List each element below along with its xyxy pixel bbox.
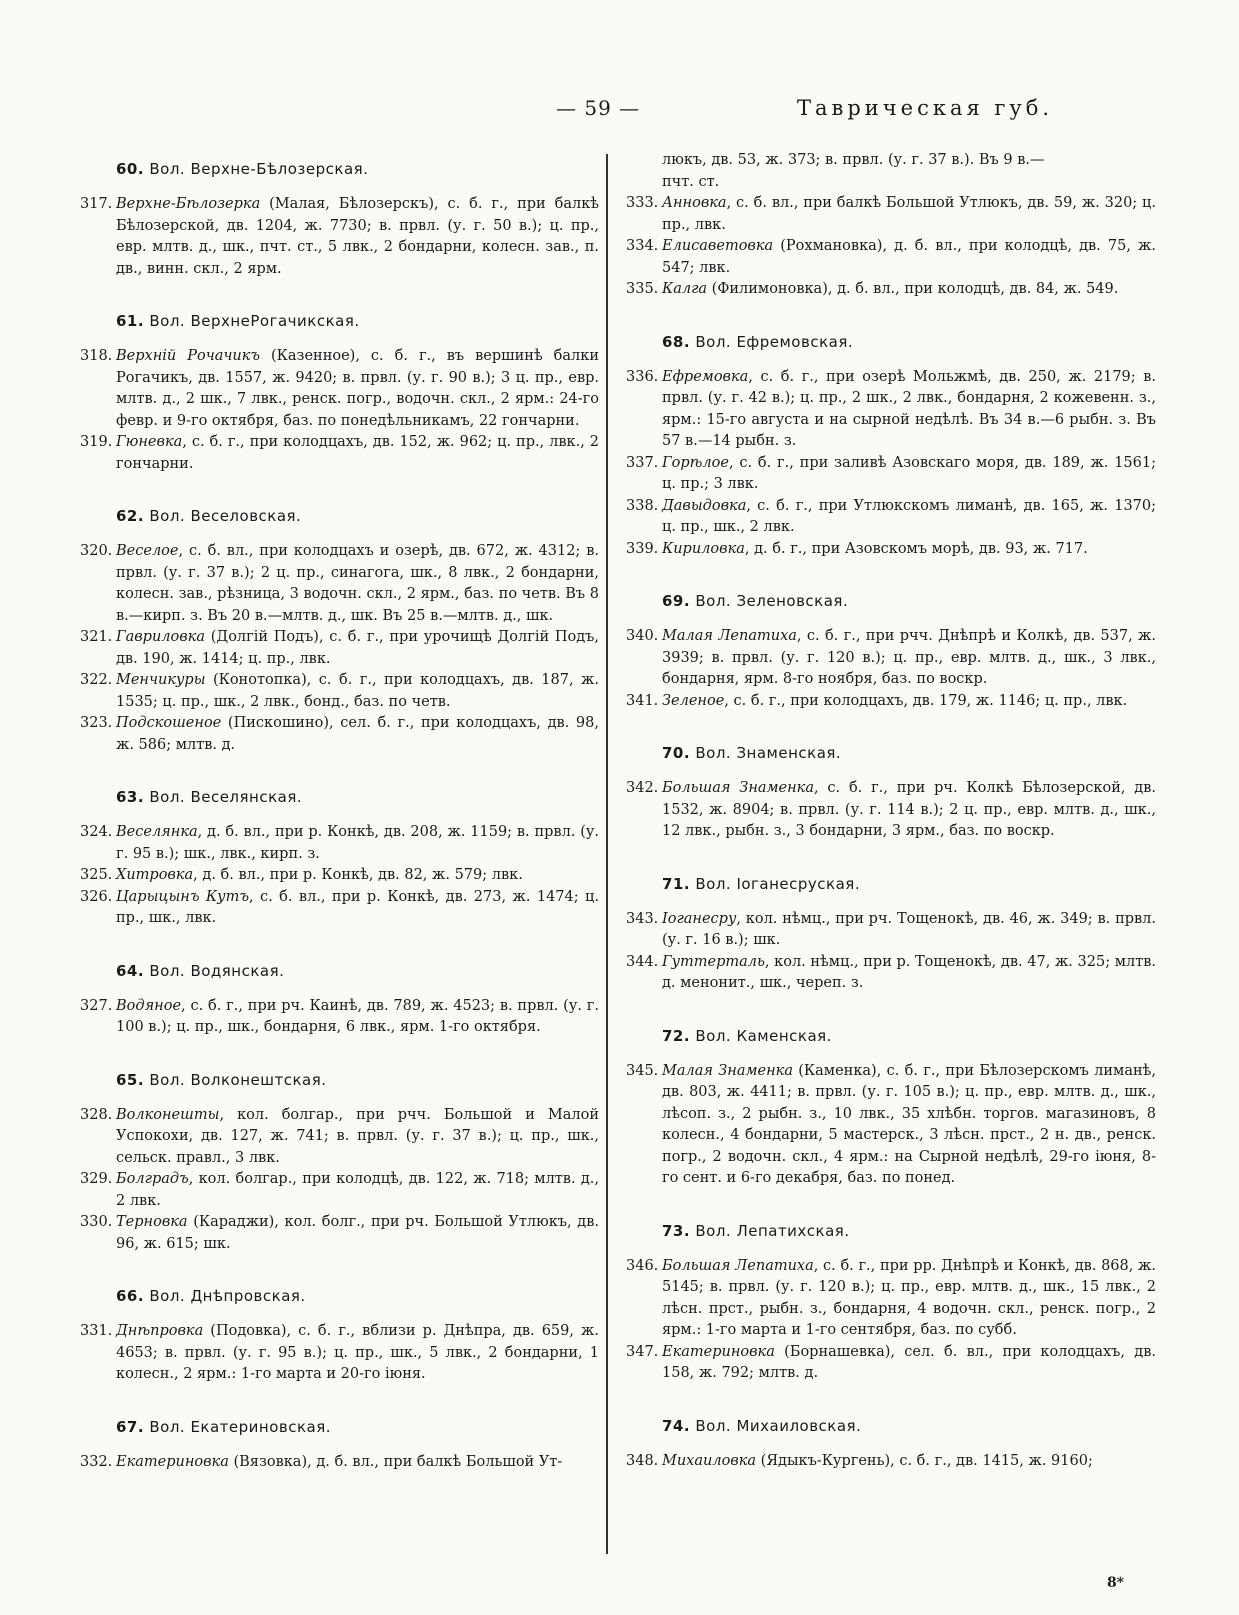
section-gap <box>80 1039 599 1061</box>
section-title <box>116 507 599 525</box>
section-title <box>116 312 599 330</box>
settlement-entry <box>626 1451 1156 1473</box>
settlement-name: Кириловка <box>662 540 745 557</box>
section-name: Вол. Веселовская. <box>144 507 302 525</box>
settlement-entry <box>80 887 599 930</box>
entry-description: (Рохмановка), д. б. вл., при колодцѣ, дв. 75, ж. 547; лвк. <box>662 238 1156 276</box>
entry-description: , с. б. г., при рчч. Днѣпрѣ и Колкѣ, дв. 537, ж. 3939; в. првл. (у. г. 120 в.); ц. пр., евр. млтв. д., шк., 3 лвк., бондарня, ярм. 8-го ноября, баз. по воскр. <box>662 628 1157 687</box>
settlement-entry <box>626 367 1156 453</box>
entry-description: , кол. болгар., при рчч. Большой и Малой Успокохи, дв. 127, ж. 741; в. првл. (у. г. 37 в.); ц. пр., шк., сельск. правл., 3 лвк. <box>116 1106 599 1166</box>
entry-description: (Караджи), кол. болг., при рч. Большой Утлюкъ, дв. 96, ж. 615; шк. <box>116 1214 599 1252</box>
entry-description: , с. б. г., при колодцахъ, дв. 179, ж. 1146; ц. пр., лвк. <box>724 692 1128 709</box>
section-gap <box>80 930 599 952</box>
section-number: 64. <box>116 961 145 980</box>
section-title <box>116 1418 599 1436</box>
entry-description: (Вязовка), д. б. вл., при балкѣ Большой Ут- <box>228 1453 563 1470</box>
entry-number: 348. <box>626 1452 659 1469</box>
section-name: Вол. Водянская. <box>144 961 285 980</box>
settlement-entry <box>626 279 1156 301</box>
section-title <box>116 788 599 806</box>
page-number: — 59 — <box>556 96 641 120</box>
settlement-entry <box>80 541 599 627</box>
settlement-name: Гавриловка <box>116 629 206 645</box>
settlement-entry <box>80 194 599 280</box>
entry-number: 335. <box>626 281 659 297</box>
settlement-name: Водяное <box>116 997 182 1014</box>
settlement-entry <box>80 865 599 887</box>
entry-description: , с. б. г., при рч. Каинѣ, дв. 789, ж. 4523; в. првл. (у. г. 100 в.); ц. пр., шк., бондарня, 6 лвк., ярм. 1-го октября. <box>116 997 599 1035</box>
section-gap <box>626 301 1156 323</box>
settlement-entry <box>626 193 1156 236</box>
section-gap <box>626 1190 1156 1212</box>
settlement-name: Малая Знаменка <box>662 1062 793 1079</box>
settlement-entry <box>80 627 599 670</box>
entry-number: 317. <box>80 196 113 212</box>
section-name: Вол. Волконештская. <box>144 1070 327 1089</box>
settlement-entry <box>80 1321 599 1386</box>
entry-number: 337. <box>626 454 659 471</box>
section-number: 73. <box>662 1221 691 1240</box>
entry-number: 320. <box>80 543 113 559</box>
section-gap <box>80 280 599 302</box>
entry-description: , д. б. вл., при р. Конкѣ, дв. 82, ж. 579; лвк. <box>193 867 523 883</box>
section-title <box>662 744 1156 762</box>
entry-number: 346. <box>626 1257 659 1274</box>
entry-description: , кол. нѣмц., при р. Тощенокѣ, дв. 47, ж. 325; млтв. д. менонит., шк., череп. з. <box>662 953 1156 991</box>
settlement-name: Большая Лепатиха <box>662 1257 814 1274</box>
entry-number: 324. <box>80 824 113 840</box>
section-title <box>662 333 1156 351</box>
entry-number: 342. <box>626 780 659 796</box>
settlement-entry <box>80 713 599 756</box>
entry-description: , с. б. вл., при балкѣ Большой Утлюкъ, дв. 59, ж. 320; ц. пр., лвк. <box>662 195 1156 233</box>
settlement-name: Анновка <box>662 195 727 211</box>
section-title <box>662 1027 1156 1045</box>
section-name: Вол. Іоганесруская. <box>690 874 861 893</box>
running-title: Таврическая губ. <box>797 96 1054 120</box>
entry-description: , с. б. г., при озерѣ Мольжмѣ, дв. 250, ж. 2179; в. првл. (у. г. 42 в.); ц. пр., 2 шк., 2 лвк., бондарня, 2 кожевенн. з., ярм.: 15-го августа и на сырной недѣлѣ. Въ 34 в.—6 рыбн. з. Въ 57 в.—14 рыбн. з. <box>662 368 1156 449</box>
settlement-name: Волконешты <box>116 1106 220 1123</box>
section-gap <box>626 712 1156 734</box>
section-number: 62. <box>116 507 145 525</box>
entry-number: 328. <box>80 1106 113 1123</box>
entry-number: 321. <box>80 629 113 645</box>
settlement-entry <box>626 453 1156 496</box>
entry-description: , д. б. вл., при р. Конкѣ, дв. 208, ж. 1159; в. првл. (у. г. 95 в.); шк., лвк., кирп. з. <box>116 824 599 862</box>
entry-number: 318. <box>80 348 113 364</box>
settlement-name: Терновка <box>116 1214 188 1230</box>
entry-description: , с. б. вл., при р. Конкѣ, дв. 273, ж. 1474; ц. пр., шк., лвк. <box>116 888 599 926</box>
entry-description: (Казенное), с. б. г., въ вершинѣ балки Рогачикъ, дв. 1557, ж. 9420; в. првл. (у. г. 90 в.); 3 ц. пр., евр. млтв. д., 2 шк., 7 лвк., ренск. погр., водочн. скл., 2 ярм.: 24-го февр. и 9-го октября, баз. по понедѣльникамъ, 22 гончарни. <box>116 348 599 429</box>
section-number: 68. <box>662 332 691 351</box>
settlement-name: Михаиловка <box>662 1452 757 1469</box>
settlement-name: Верхне-Бѣлозерка <box>116 196 261 212</box>
settlement-entry <box>80 1452 599 1474</box>
section-gap <box>80 475 599 497</box>
entry-description: (Подовка), с. б. г., вблизи р. Днѣпра, дв. 659, ж. 4653; в. првл. (у. г. 95 в.); ц. пр., шк., 5 лвк., 2 бондарни, 1 колесн., 2 ярм.: 1-го марта и 20-го іюня. <box>116 1323 599 1382</box>
entry-number: 344. <box>626 953 659 970</box>
settlement-name: Калга <box>662 281 708 297</box>
continued-text: люкъ, дв. 53, ж. 373; в. првл. (у. г. 37 в.). Въ 9 в.— <box>662 152 1045 168</box>
page-header <box>0 96 1239 128</box>
section-title <box>116 962 599 980</box>
settlement-entry <box>626 496 1156 539</box>
settlement-entry <box>80 1105 599 1170</box>
section-number: 74. <box>662 1416 691 1435</box>
section-number: 61. <box>116 312 145 330</box>
entry-description: (Борнашевка), сел. б. вл., при колодцахъ, дв. 158, ж. 792; млтв. д. <box>662 1343 1156 1381</box>
section-number: 66. <box>116 1287 145 1305</box>
settlement-name: Екатериновка <box>662 1343 775 1360</box>
right-column <box>626 150 1156 1472</box>
entry-description: , кол. нѣмц., при рч. Тощенокѣ, дв. 46, ж. 349; в. првл. (у. г. 16 в.); шк. <box>662 910 1156 948</box>
settlement-entry <box>80 822 599 865</box>
section-number: 69. <box>662 592 691 610</box>
section-gap <box>626 1385 1156 1407</box>
settlement-name: Подскошеное <box>116 715 222 731</box>
section-number: 70. <box>662 744 691 762</box>
entry-number: 345. <box>626 1062 659 1079</box>
settlement-name: Елисаветовка <box>662 238 774 254</box>
entry-number: 339. <box>626 540 659 557</box>
entry-number: 336. <box>626 368 659 385</box>
section-number: 63. <box>116 788 145 806</box>
section-title <box>662 592 1156 610</box>
settlement-name: Зеленое <box>662 692 725 709</box>
section-title <box>662 1417 1156 1435</box>
settlement-name: Гуттерталь <box>662 953 765 970</box>
section-gap <box>626 843 1156 865</box>
entry-number: 340. <box>626 628 659 644</box>
settlement-entry <box>626 691 1156 713</box>
entry-description: , с. б. вл., при колодцахъ и озерѣ, дв. 672, ж. 4312; в. првл. (у. г. 37 в.); 2 ц. пр., синагога, шк., 8 лвк., 2 бондарни, колесн. зав., рѣзница, 3 водочн. скл., 2 ярм., баз. по четв. Въ 8 в.—кирп. з. Въ 20 в.—млтв. д., шк. Въ 25 в.—млтв. д., шк. <box>116 543 599 624</box>
section-number: 67. <box>116 1417 145 1436</box>
section-name: Вол. Каменская. <box>690 1026 832 1045</box>
column-divider <box>606 154 608 1554</box>
section-name: Вол. Верхне-Бѣлозерская. <box>144 160 369 178</box>
section-name: Вол. Лепатихская. <box>690 1221 850 1240</box>
entry-description: (Ядыкъ-Кургень), с. б. г., дв. 1415, ж. 9160; <box>756 1452 1093 1469</box>
entry-description: (Филимоновка), д. б. вл., при колодцѣ, дв. 84, ж. 549. <box>707 281 1119 297</box>
entry-number: 334. <box>626 238 659 254</box>
entry-description: (Конотопка), с. б. г., при колодцахъ, дв. 187, ж. 1535; ц. пр., шк., 2 лвк., бонд., баз. по четв. <box>116 672 599 710</box>
entry-number: 332. <box>80 1453 113 1470</box>
settlement-name: Гюневка <box>116 434 183 450</box>
settlement-entry <box>626 236 1156 279</box>
entry-number: 327. <box>80 997 113 1014</box>
settlement-entry <box>626 1256 1156 1342</box>
settlement-entry <box>80 432 599 475</box>
entry-number: 338. <box>626 497 659 514</box>
settlement-entry <box>626 626 1156 691</box>
entry-description: (Каменка), с. б. г., при Бѣлозерскомъ лиманѣ, дв. 803, ж. 4411; в. првл. (у. г. 105 в.); ц. пр., евр. млтв. д., шк., лѣсоп. з., 2 рыбн. з., 10 лвк., 35 хлѣбн. торгов. магазиновъ, 8 колесн., 4 бондарни, 5 мастерск., 3 лѣсн. прст., 2 н. дв., ренск. погр., 2 водочн. скл., 4 ярм.: на Сырной недѣлѣ, 29-го іюня, 8-го сент. и 6-го декабря, баз. по понед. <box>662 1062 1156 1186</box>
settlement-name: Веселое <box>116 543 179 559</box>
section-name: Вол. Екатериновская. <box>144 1417 332 1436</box>
settlement-name: Екатериновка <box>116 1453 229 1470</box>
section-name: Вол. ВерхнеРогачикская. <box>144 312 360 330</box>
section-name: Вол. Знаменская. <box>690 744 842 762</box>
settlement-name: Днѣпровка <box>116 1323 204 1339</box>
section-name: Вол. Веселянская. <box>144 788 303 806</box>
settlement-name: Царыцынъ Кутъ <box>116 888 249 905</box>
entry-number: 341. <box>626 692 659 709</box>
section-gap <box>80 1255 599 1277</box>
entry-number: 325. <box>80 867 113 883</box>
settlement-name: Верхній Рочачикъ <box>116 348 261 364</box>
entry-description: , с. б. г., при рр. Днѣпрѣ и Конкѣ, дв. 868, ж. 5145; в. првл. (у. г. 120 в.); ц. пр., евр. млтв. д., шк., 15 лвк., 2 лѣсн. прст., рыбн. з., бондарня, 4 водочн. скл., ренск. погр., 2 ярм.: 1-го марта и 1-го сентября, баз. по субб. <box>662 1257 1156 1338</box>
settlement-entry <box>80 1212 599 1255</box>
settlement-entry <box>80 1169 599 1212</box>
settlement-name: Давыдовка <box>662 497 747 514</box>
entry-description: , с. б. г., при заливѣ Азовскаго моря, дв. 189, ж. 1561; ц. пр.; 3 лвк. <box>662 454 1156 492</box>
entry-number: 329. <box>80 1171 113 1187</box>
section-title <box>116 1287 599 1305</box>
settlement-entry <box>626 952 1156 995</box>
section-name: Вол. Михаиловская. <box>690 1416 862 1435</box>
section-title <box>116 1071 599 1089</box>
entry-number: 330. <box>80 1214 113 1230</box>
entry-number: 331. <box>80 1323 113 1339</box>
left-column <box>80 150 599 1473</box>
settlement-entry <box>626 539 1156 561</box>
section-name: Вол. Днѣпровская. <box>144 1287 306 1305</box>
section-number: 72. <box>662 1026 691 1045</box>
section-gap <box>626 560 1156 582</box>
settlement-name: Хитровка <box>116 867 194 883</box>
section-gap <box>80 756 599 778</box>
settlement-entry <box>80 996 599 1039</box>
settlement-name: Большая Знаменка <box>662 780 814 796</box>
entry-description: , кол. болгар., при колодцѣ, дв. 122, ж. 718; млтв. д., 2 лвк. <box>116 1171 599 1209</box>
entry-number: 347. <box>626 1343 659 1360</box>
settlement-name: Менчикуры <box>116 672 206 688</box>
settlement-entry <box>626 778 1156 843</box>
section-number: 65. <box>116 1070 145 1089</box>
settlement-entry <box>80 670 599 713</box>
settlement-name: Іоганесру <box>662 910 737 927</box>
section-gap <box>80 1386 599 1408</box>
continued-text: пчт. ст. <box>662 173 720 190</box>
section-gap <box>626 995 1156 1017</box>
entry-description: (Малая, Бѣлозерскъ), с. б. г., при балкѣ Бѣлозерской, дв. 1204, ж. 7730; в. првл. (у. г. 50 в.); ц. пр., евр. млтв. д., шк., пчт. ст., 5 лвк., 2 бондарни, колесн. зав., п. дв., винн. скл., 2 ярм. <box>116 196 599 277</box>
settlement-name: Ефремовка <box>662 368 749 385</box>
entry-description: (Пискошино), сел. б. г., при колодцахъ, дв. 98, ж. 586; млтв. д. <box>116 715 599 753</box>
section-title <box>662 875 1156 893</box>
section-title <box>662 1222 1156 1240</box>
entry-description: , д. б. г., при Азовскомъ морѣ, дв. 93, ж. 717. <box>744 540 1088 557</box>
entry-number: 323. <box>80 715 113 731</box>
settlement-entry <box>626 909 1156 952</box>
settlement-name: Малая Лепатиха <box>662 628 797 644</box>
section-name: Вол. Зеленовская. <box>690 592 849 610</box>
settlement-entry <box>626 1061 1156 1190</box>
section-number: 60. <box>116 160 145 178</box>
settlement-entry <box>626 1342 1156 1385</box>
entry-description: , с. б. г., при Утлюкскомъ лиманѣ, дв. 165, ж. 1370; ц. пр., шк., 2 лвк. <box>662 497 1156 535</box>
section-number: 71. <box>662 874 691 893</box>
entry-number: 322. <box>80 672 113 688</box>
entry-number: 333. <box>626 195 659 211</box>
entry-number: 319. <box>80 434 113 450</box>
settlement-name: Веселянка <box>116 824 198 840</box>
entry-description: , с. б. г., при колодцахъ, дв. 152, ж. 962; ц. пр., лвк., 2 гончарни. <box>116 434 599 472</box>
entry-description: , с. б. г., при рч. Колкѣ Бѣлозерской, дв. 1532, ж. 8904; в. првл. (у. г. 114 в.); 2 ц. пр., евр. млтв. д., шк., 12 лвк., рыбн. з., 3 бондарни, 3 ярм., баз. по воскр. <box>662 780 1156 839</box>
section-name: Вол. Ефремовская. <box>690 332 854 351</box>
settlement-entry <box>80 346 599 432</box>
entry-number: 326. <box>80 888 113 905</box>
settlement-name: Горѣлое <box>662 454 729 471</box>
section-title <box>116 160 599 178</box>
printer-signature: 8* <box>1106 1575 1124 1591</box>
entry-description: (Долгій Подъ), с. б. г., при урочищѣ Долгій Подъ, дв. 190, ж. 1414; ц. пр., лвк. <box>116 629 599 667</box>
entry-number: 343. <box>626 910 659 927</box>
settlement-name: Болградъ <box>116 1171 189 1187</box>
